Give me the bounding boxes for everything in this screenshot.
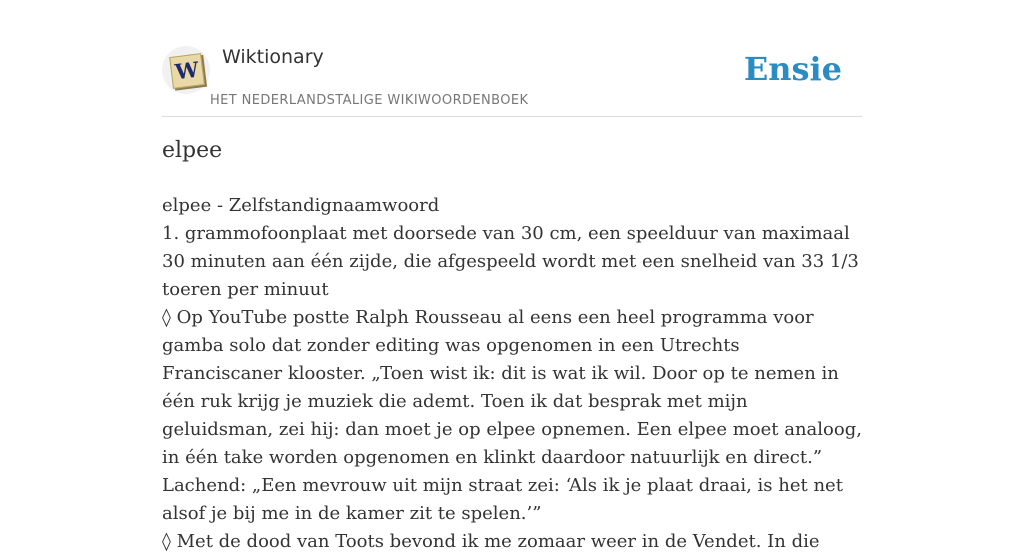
page-title: elpee (162, 138, 223, 163)
definition-text: 1. grammofoonplaat met doorsede van 30 cm, een speelduur van maximaal 30 minuten aan één zijde, die afgespeeld wordt met een snelheid van 33 1/3 toeren per minuut (162, 223, 859, 300)
site-tagline: HET NEDERLANDSTALIGE WIKIWOORDENBOEK (210, 93, 529, 108)
entry-content (162, 192, 862, 556)
part-of-speech-line: elpee - Zelfstandignaamwoord (162, 195, 440, 216)
wiktionary-logo-tile-icon: W (169, 53, 205, 89)
site-name[interactable]: Wiktionary (222, 46, 324, 68)
site-header (162, 0, 862, 117)
ensie-logo-link[interactable]: Ensie (743, 50, 842, 88)
example-quote: ◊ Op YouTube postte Ralph Rousseau al eens een heel programma voor gamba solo dat zonder editing was opgenomen in een Utrechts Franciscaner klooster. „Toen wist ik: dit is wat ik wil. Door op te nemen in één ruk krijg je muziek die ademt. Toen ik dat besprak met mijn geluidsman, zei hij: dan moet je op elpee opnemen. Een elpee moet analoog, in één take worden opgenomen en klinkt daardoor natuurlijk en direct.” Lachend: „Een mevrouw uit mijn straat zei: ‘Als ik je plaat draai, is het net alsof je bij me in de kamer zit te spelen.’” (162, 307, 862, 524)
example-quote: ◊ Met de dood van Toots bevond ik me zomaar weer in de Vendet. In die (162, 531, 820, 552)
wiktionary-logo[interactable] (162, 46, 210, 94)
